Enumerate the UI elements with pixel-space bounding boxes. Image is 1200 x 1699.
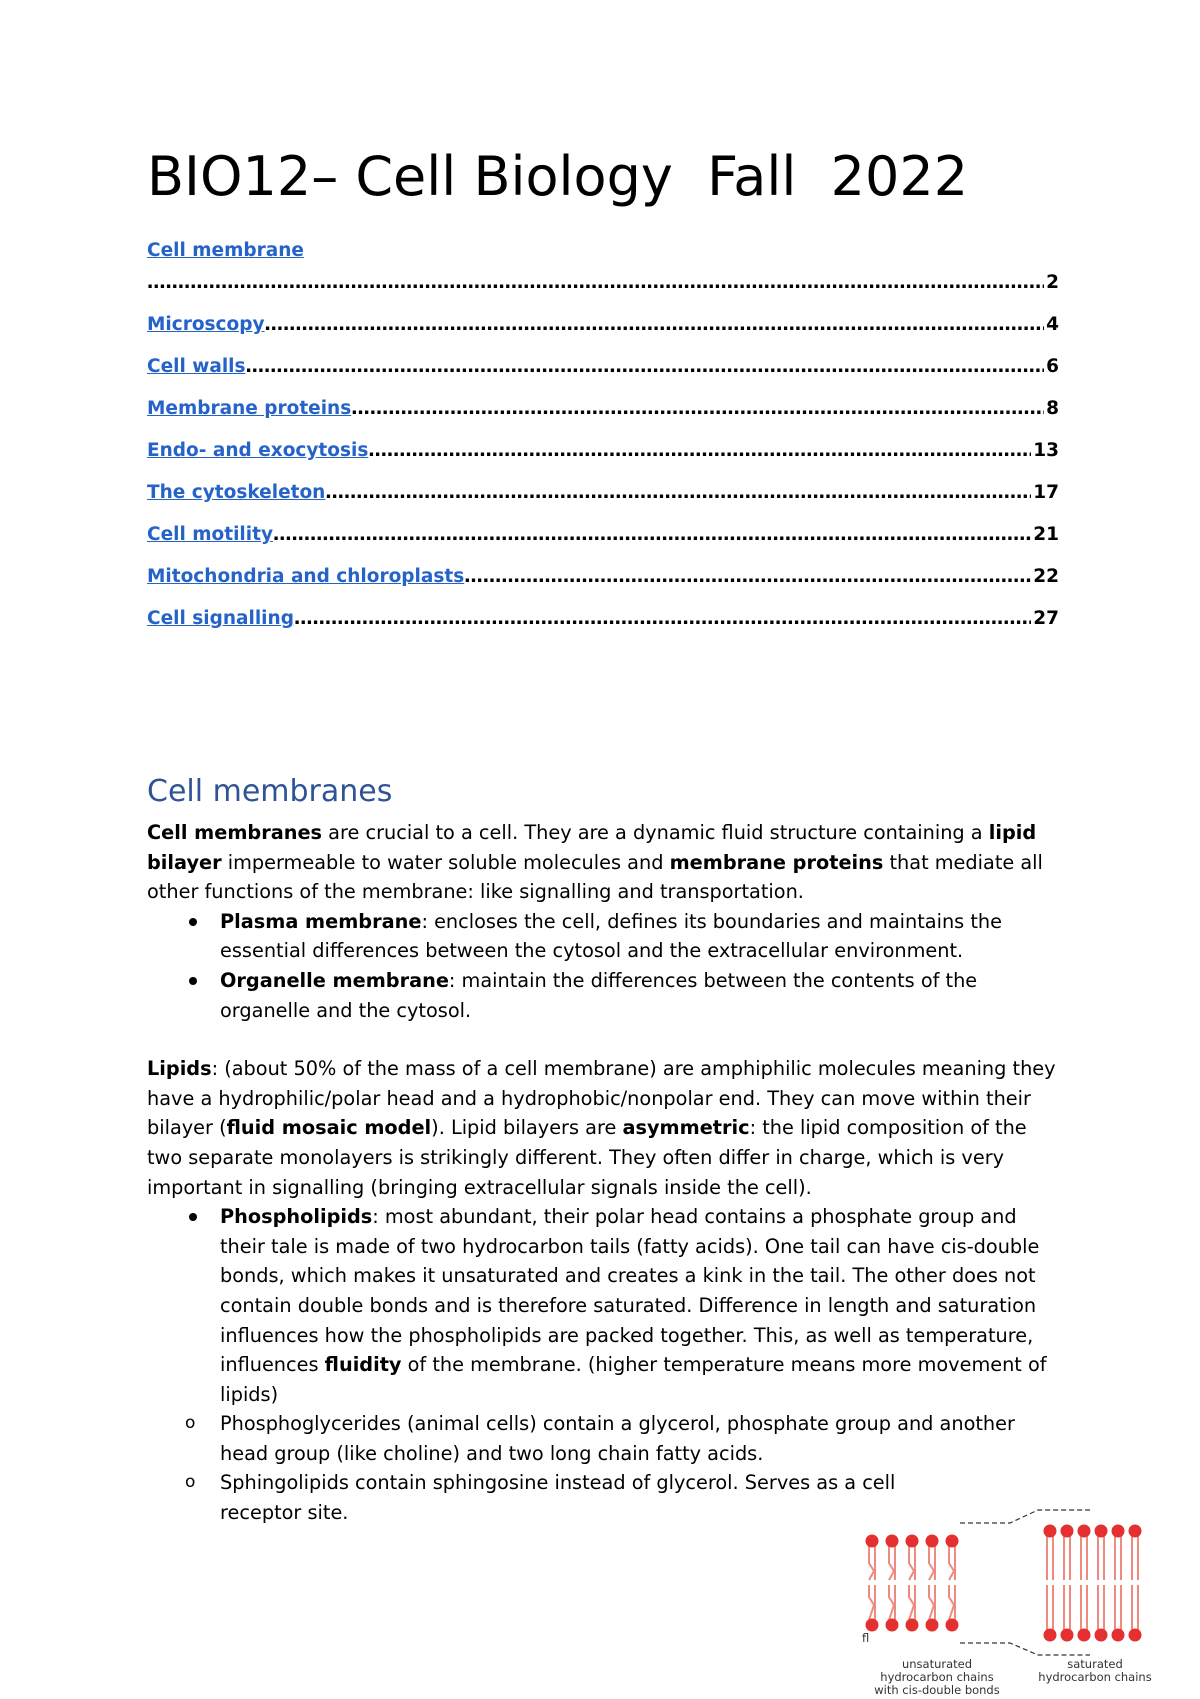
lipid-tail <box>1064 1535 1070 1580</box>
lipid-tail <box>929 1545 934 1580</box>
lipid-head <box>866 1535 879 1548</box>
toc-page-number: 6 <box>1046 356 1059 377</box>
lipid-types-list <box>147 1202 1067 1409</box>
toc-entry-cell-motility <box>147 524 1059 566</box>
caption-line: saturated <box>1067 1657 1123 1671</box>
lipid-head <box>1112 1525 1125 1538</box>
lipid-tail <box>869 1585 874 1620</box>
lipid-tail <box>1047 1535 1053 1580</box>
toc-entry-microscopy <box>147 314 1059 356</box>
figure-mark: fl <box>862 1631 870 1645</box>
list-item: o Sphingolipids contain sphingosine instead of glycerol. Serves as a cell receptor site. <box>147 1468 940 1527</box>
lipids-paragraph <box>147 1054 1067 1202</box>
lipid-tail <box>1132 1585 1138 1630</box>
connector-line <box>960 1643 1090 1655</box>
lipid-tail <box>889 1545 894 1580</box>
list-item: o Phosphoglycerides (animal cells) contain a glycerol, phosphate group and another head group (like choline) and two long chain fatty acids. <box>147 1409 1067 1468</box>
term-lipid-bilayer: lipid bilayer <box>147 821 1037 874</box>
term-fluid-mosaic-model: fluid mosaic model <box>226 1116 432 1140</box>
caption-line: with cis-double bonds <box>874 1683 1000 1697</box>
section-body <box>147 818 1067 1528</box>
caption-line: hydrocarbon chains <box>1038 1670 1152 1684</box>
lipid-head <box>866 1619 879 1632</box>
toc-link-cell-walls[interactable]: Cell walls <box>147 356 246 377</box>
lipid-tail <box>1115 1585 1121 1630</box>
toc-page-number: 21 <box>1033 524 1059 545</box>
lipids-text-2: ). Lipid bilayers are <box>431 1116 623 1140</box>
toc-leader-dots <box>294 608 1031 629</box>
lipid-head <box>1095 1525 1108 1538</box>
lipid-head <box>946 1535 959 1548</box>
lipid-head <box>926 1619 939 1632</box>
term-organelle-membrane: Organelle membrane <box>220 968 449 992</box>
term-asymmetric: asymmetric <box>622 1116 750 1140</box>
intro-text-3: that mediate all other functions of the membrane: like signalling and transportation. <box>147 850 1043 904</box>
lipid-head <box>886 1535 899 1548</box>
toc-entry-cell-membrane <box>147 240 1059 272</box>
lipid-tail <box>1081 1585 1087 1630</box>
lipid-head <box>1044 1629 1057 1642</box>
toc-entry-cytoskeleton <box>147 482 1059 524</box>
lipid-tail <box>949 1585 954 1620</box>
toc-leader-dots <box>368 440 1031 461</box>
lipid-head <box>906 1535 919 1548</box>
toc-page-number: 13 <box>1033 440 1059 461</box>
toc-entry-mitochondria-chloroplasts <box>147 566 1059 608</box>
term-plasma-membrane: Plasma membrane <box>220 909 422 933</box>
toc-link-endo-exocytosis[interactable]: Endo- and exocytosis <box>147 440 369 461</box>
lipid-head <box>946 1619 959 1632</box>
lipid-tail <box>929 1585 934 1620</box>
toc-page-number: 2 <box>1046 272 1059 293</box>
lipid-head <box>926 1535 939 1548</box>
toc-link-membrane-proteins[interactable]: Membrane proteins <box>147 398 352 419</box>
intro-paragraph <box>147 818 1067 907</box>
toc-entry-cell-membrane-page <box>147 272 1059 314</box>
toc-entry-cell-walls <box>147 356 1059 398</box>
term-fluidity: fluidity <box>324 1353 402 1377</box>
term-lipids: Lipids <box>147 1057 212 1081</box>
toc-page-number: 8 <box>1046 398 1059 419</box>
unsaturated-caption <box>862 1658 1012 1697</box>
lipid-head <box>1129 1629 1142 1642</box>
lipid-tail <box>889 1585 894 1620</box>
lipid-tail <box>909 1545 914 1580</box>
lipid-head <box>886 1619 899 1632</box>
toc-leader-dots <box>246 356 1045 377</box>
list-item <box>147 1202 1067 1409</box>
toc-leader-dots <box>273 524 1031 545</box>
phospholipids-text-2: of the membrane. (higher temperature means more movement of lipids) <box>220 1353 1047 1406</box>
toc-link-cell-signalling[interactable]: Cell signalling <box>147 608 294 629</box>
lipid-head <box>1078 1525 1091 1538</box>
toc-link-cell-motility[interactable]: Cell motility <box>147 524 274 545</box>
intro-text-1: are crucial to a cell. They are a dynamic fluid structure containing a <box>322 821 989 844</box>
caption-line: unsaturated <box>901 1657 973 1671</box>
document-title: BIO12– Cell Biology Fall 2022 <box>147 145 969 208</box>
lipids-text-3: : the lipid composition of the two separate monolayers is strikingly different. They often differ in charge, which is very important in signalling (bringing extracellular signals inside the cell). <box>147 1116 1027 1199</box>
lipid-head <box>906 1619 919 1632</box>
lipid-tail <box>1081 1535 1087 1580</box>
toc-page-number: 4 <box>1046 314 1059 335</box>
toc-page-number: 22 <box>1033 566 1059 587</box>
lipid-tail <box>1064 1585 1070 1630</box>
section-heading: Cell membranes <box>147 774 393 809</box>
toc-link-microscopy[interactable]: Microscopy <box>147 314 265 335</box>
paragraph-gap <box>147 1025 1067 1054</box>
lipids-text-1: : (about 50% of the mass of a cell membrane) are amphiphilic molecules meaning they have a hydrophilic/polar head and a hydrophobic/nonpolar end. They can move within their bilayer ( <box>147 1057 1056 1140</box>
list-item <box>147 966 1067 1025</box>
toc-entry-endo-exocytosis <box>147 440 1059 482</box>
lipid-head <box>1061 1629 1074 1642</box>
lipid-head <box>1078 1629 1091 1642</box>
toc-leader-dots <box>325 482 1031 503</box>
toc-link-cell-membrane[interactable]: Cell membrane <box>147 240 304 261</box>
lipid-tail <box>1098 1535 1104 1580</box>
caption-line: hydrocarbon chains <box>880 1670 994 1684</box>
lipid-bilayer-figure <box>860 1505 1160 1695</box>
list-item-text: : maintain the differences between the contents of the organelle and the cytosol. <box>220 968 978 1022</box>
lipid-tail <box>1132 1535 1138 1580</box>
lipid-head <box>1095 1629 1108 1642</box>
intro-text-2: impermeable to water soluble molecules and <box>221 850 670 874</box>
toc-link-mitochondria-chloroplasts[interactable]: Mitochondria and chloroplasts <box>147 566 465 587</box>
lipid-tail <box>909 1585 914 1620</box>
connector-line <box>960 1510 1090 1523</box>
term-cell-membranes: Cell membranes <box>147 821 323 844</box>
toc-leader-dots <box>147 272 1044 293</box>
lipid-tail <box>1047 1585 1053 1630</box>
lipid-tail <box>1115 1535 1121 1580</box>
toc-leader-dots <box>464 566 1031 587</box>
membrane-types-list <box>147 907 1067 1025</box>
term-phospholipids: Phospholipids <box>220 1205 373 1229</box>
lipid-head <box>1129 1525 1142 1538</box>
list-item-text: : encloses the cell, defines its boundaries and maintains the essential differences between the cytosol and the extracellular environment. <box>220 909 1002 963</box>
toc-page-number: 17 <box>1033 482 1059 503</box>
lipid-tail <box>1098 1585 1104 1630</box>
toc-link-cytoskeleton[interactable]: The cytoskeleton <box>147 482 326 503</box>
saturated-caption <box>1030 1658 1160 1684</box>
toc-leader-dots <box>351 398 1044 419</box>
lipid-tail <box>949 1545 954 1580</box>
lipid-tail <box>869 1545 874 1580</box>
phospholipids-text-1: : most abundant, their polar head contains a phosphate group and their tale is made of two hydrocarbon tails (fatty acids). One tail can have cis-double bonds, which makes it unsaturated and creates a kink in the tail. The other does not contain double bonds and is therefore saturated. Difference in length and saturation influences how the phospholipids are packed together. This, as well as temperature, influences <box>220 1205 1040 1377</box>
toc-leader-dots <box>265 314 1045 335</box>
toc-page-number: 27 <box>1033 608 1059 629</box>
toc-entry-membrane-proteins <box>147 398 1059 440</box>
term-membrane-proteins: membrane proteins <box>669 850 884 874</box>
list-item <box>147 907 1067 966</box>
lipid-head <box>1061 1525 1074 1538</box>
table-of-contents <box>147 240 1059 650</box>
lipid-head <box>1044 1525 1057 1538</box>
toc-entry-cell-signalling <box>147 608 1059 650</box>
lipid-head <box>1112 1629 1125 1642</box>
